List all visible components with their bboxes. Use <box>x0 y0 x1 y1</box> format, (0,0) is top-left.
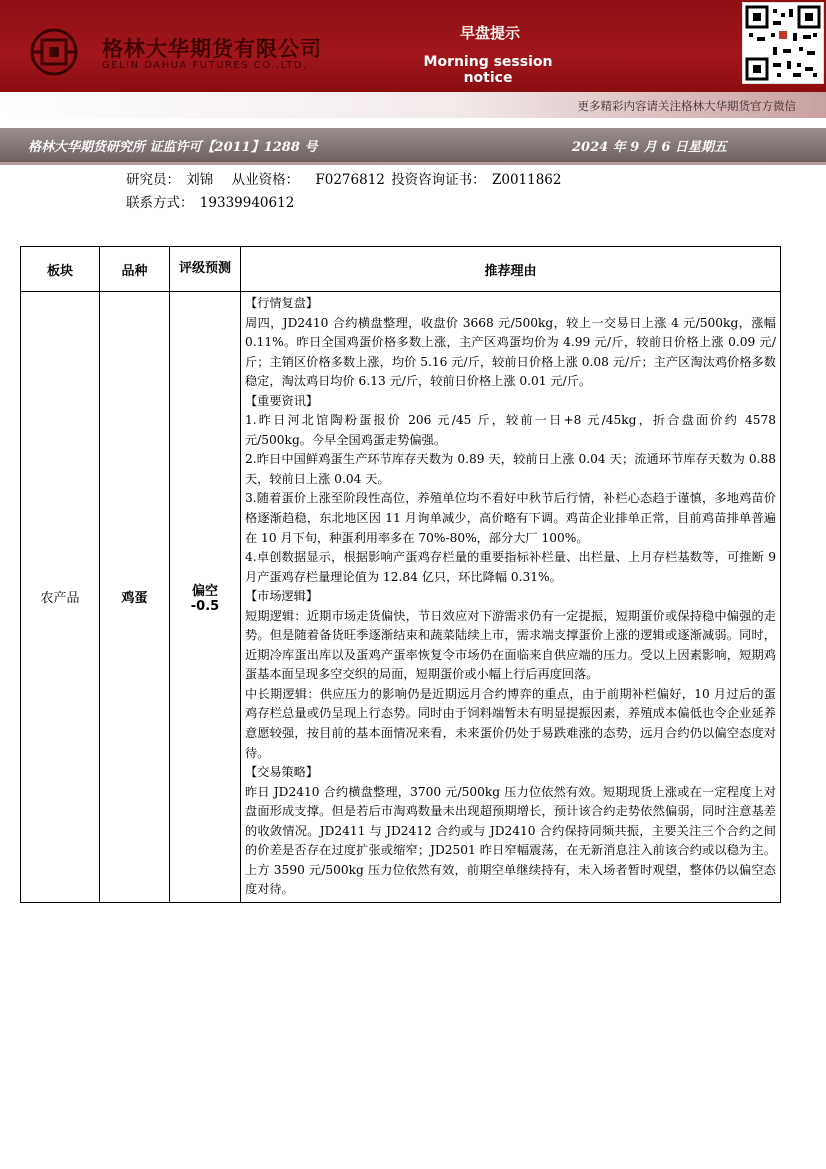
qr-code-icon <box>743 3 823 83</box>
table-header-row <box>21 247 781 292</box>
header-subline <box>0 92 826 118</box>
wechat-qr-code <box>742 2 824 84</box>
variety-cell: 鸡蛋 <box>100 292 170 903</box>
header-rating: 评级预测 <box>170 247 241 292</box>
company-name-en: GELIN DAHUA FUTURES CO.,LTD. <box>102 60 308 71</box>
contact-info <box>126 191 296 211</box>
report-title-en: Morning session notice <box>423 54 553 86</box>
contact-number: 19339940612 <box>199 195 295 211</box>
institute-band <box>0 128 826 165</box>
wechat-note: 更多精彩内容请关注格林大华期货官方微信 <box>577 99 796 113</box>
short-term-logic-text: 短期逻辑：近期市场走货偏快，节日效应对下游需求仍有一定提振，短期蛋价或保持稳中偏强的走势。但是随着备货旺季逐渐结束和蔬菜陆续上市，需求端支撑蛋价上涨的逻辑或逐渐减弱。同时，近期冷库蛋出库以及蛋鸡产蛋率恢复令市场仍在面临来自供应端的压力。受以上因素影响，短期鸡蛋基本面呈现多空交织的局面，短期蛋价或小幅上行后再度回落。 <box>245 608 776 682</box>
report-title-cn: 早盘提示 <box>459 24 520 42</box>
rating-value: -0.5 <box>190 598 220 614</box>
reason-cell <box>241 292 781 903</box>
institute-license: 格林大华期货研究所 证监许可【2011】1288 号 <box>28 140 318 155</box>
sector-cell: 农产品 <box>21 292 100 903</box>
recommendation-table <box>20 246 781 903</box>
news-item: 3.随着蛋价上涨至阶段性高位，养殖单位均不看好中秋节后行情，补栏心态趋于谨慎，多地鸡苗价格逐渐趋稳，东北地区因 11 月询单减少，高价略有下调。鸡苗企业排单正常，目前鸡苗排单普遍在 10 月下旬，种蛋利用率多在 70%-80%，部分大厂 100%。 <box>245 491 776 545</box>
certificate-number: Z0011862 <box>491 172 562 188</box>
header-reason: 推荐理由 <box>241 247 781 292</box>
page-header <box>0 0 826 92</box>
qualification-label: 从业资格： <box>231 172 300 188</box>
news-item: 1.昨日河北馆陶粉蛋报价 206 元/45 斤，较前一日+8 元/45kg，折合盘面价约 4578 元/500kg。今早全国鸡蛋走势偏强。 <box>245 413 776 447</box>
news-item: 2.昨日中国鲜鸡蛋生产环节库存天数为 0.89 天，较前日上涨 0.04 天；流通环节库存天数为 0.88 天，较前日上涨 0.04 天。 <box>245 452 776 486</box>
report-date: 2024 年 9 月 6 日星期五 <box>572 140 727 155</box>
certificate-label: 投资咨询证书： <box>391 172 486 188</box>
table-row <box>21 292 781 903</box>
section-heading: 【交易策略】 <box>245 765 319 780</box>
researcher-name: 刘锦 <box>186 172 214 188</box>
header-sector: 板块 <box>21 247 100 292</box>
rating-cell <box>170 292 241 903</box>
news-item: 4.卓创数据显示，根据影响产蛋鸡存栏量的重要指标补栏量、出栏量、上月存栏基数等，可推断 9 月产蛋鸡存栏量理论值为 12.84 亿只，环比降幅 0.31%。 <box>245 550 776 584</box>
contact-label: 联系方式： <box>126 195 194 211</box>
long-term-logic-text: 中长期逻辑：供应压力的影响仍是近期远月合约博弈的重点，由于前期补栏偏好，10 月过后的蛋鸡存栏总量或仍呈现上行态势。同时由于饲料端暂未有明显提振因素，养殖成本偏低也令企业延养意愿较强，按目前的基本面情况来看，未来蛋价仍处于易跌难涨的态势，远月合约仍以偏空态度对待。 <box>245 686 776 760</box>
rating-direction: 偏空 <box>191 583 218 599</box>
section-heading: 【行情复盘】 <box>245 296 319 310</box>
company-name-cn: 格林大华期货有限公司 <box>102 37 322 61</box>
company-logo-icon <box>30 28 78 76</box>
researcher-info <box>126 168 564 188</box>
researcher-label: 研究员： <box>126 172 180 188</box>
qualification-number: F0276812 <box>315 172 385 188</box>
section-heading: 【市场逻辑】 <box>245 589 319 604</box>
section-heading: 【重要资讯】 <box>245 393 319 408</box>
trading-strategy-text: 昨日 JD2410 合约横盘整理，3700 元/500kg 压力位依然有效。短期现货上涨或在一定程度上对盘面形成支撑。但是若后市淘鸡数量未出现超预期增长，预计该合约走势依然偏弱，同时注意基差的收敛情况。JD2411 与 JD2412 合约或与 JD2410 合约保持同频共振，主要关注三个合约之间的价差是否存在过度扩张或缩窄；JD2501 昨日窄幅震荡，在无新消息注入前该合约或以稳为主。上方 3590 元/500kg 压力位依然有效，前期空单继续持有，未入场者暂时观望，整体仍以偏空态度对待。 <box>245 784 776 897</box>
market-review-text: 周四，JD2410 合约横盘整理，收盘价 3668 元/500kg，较上一交易日上涨 4 元/500kg，涨幅 0.11%。昨日全国鸡蛋价格多数上涨，主产区鸡蛋均价为 4.99 元/斤，较前日价格上涨 0.09 元/斤；主销区价格多数上涨，均价 5.16 元/斤，较前日价格上涨 0.08 元/斤；主产区淘汰鸡价格多数稳定，淘汰鸡日均价 6.13 元/斤，较前日价格上涨 0.01 元/斤。 <box>245 315 776 389</box>
header-variety: 品种 <box>100 247 170 292</box>
